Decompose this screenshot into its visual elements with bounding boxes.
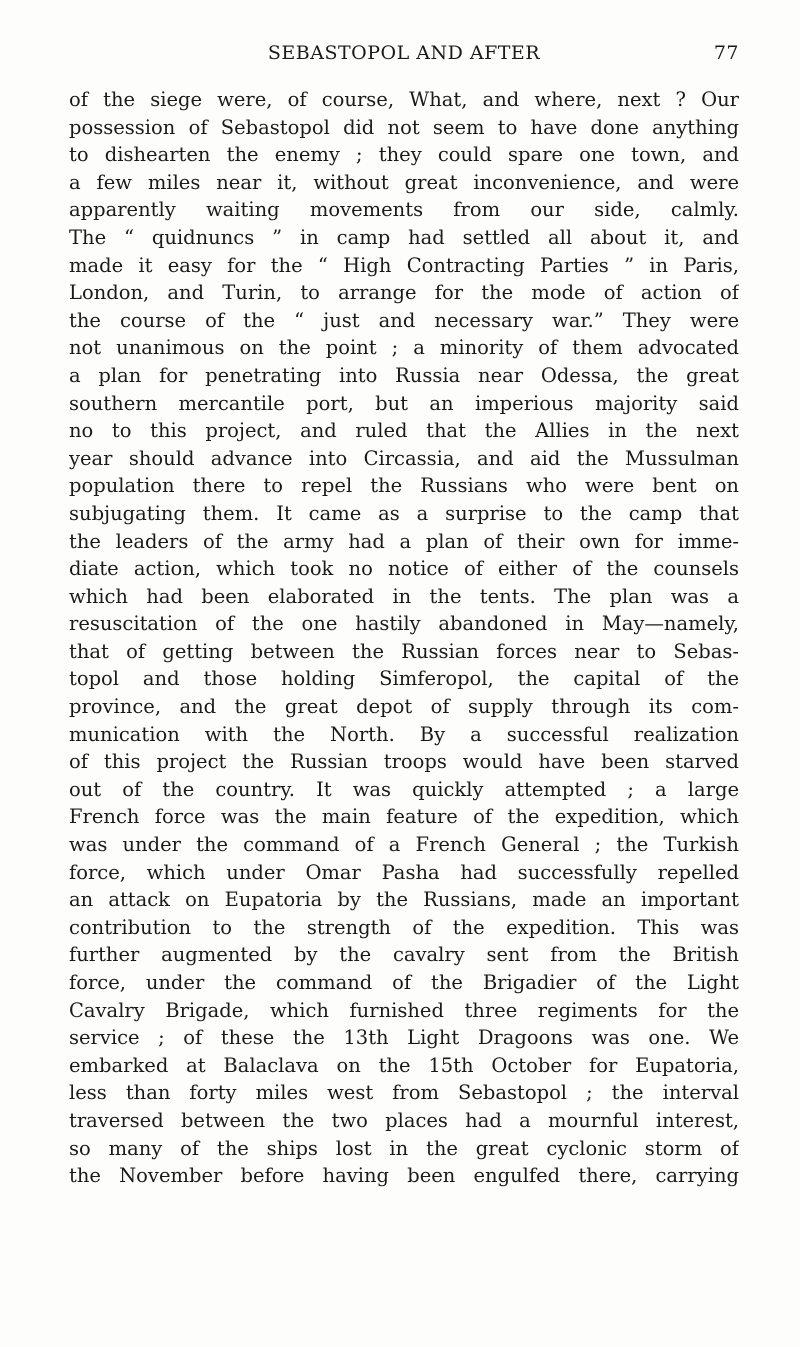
text-line: province, and the great depot of supply through its com- <box>69 695 739 719</box>
text-line: population there to repel the Russians who were bent on <box>69 474 739 498</box>
text-line: the November before having been engulfed there, carrying <box>69 1164 739 1188</box>
text-line: made it easy for the “ High Contracting Parties ” in Paris, <box>69 253 739 277</box>
text-line: apparently waiting movements from our side, calmly. <box>69 198 739 222</box>
text-line: year should advance into Circassia, and aid the Mussulman <box>69 446 739 470</box>
text-line: topol and those holding Simferopol, the capital of the <box>69 667 739 691</box>
text-line: an attack on Eupatoria by the Russians, made an important <box>69 888 739 912</box>
text-line: diate action, which took no notice of either of the counsels <box>69 557 739 581</box>
text-line: further augmented by the cavalry sent from the British <box>69 943 739 967</box>
text-line: munication with the North. By a successful realization <box>69 722 739 746</box>
body-paragraph <box>69 86 739 1190</box>
text-line: French force was the main feature of the expedition, which <box>69 805 739 829</box>
text-line: service ; of these the 13th Light Dragoons was one. We <box>69 1026 739 1050</box>
text-line: less than forty miles west from Sebastopol ; the interval <box>69 1081 739 1105</box>
text-line: to dishearten the enemy ; they could spare one town, and <box>69 143 739 167</box>
text-line: embarked at Balaclava on the 15th October for Eupatoria, <box>69 1053 739 1077</box>
text-line: so many of the ships lost in the great cyclonic storm of <box>69 1136 739 1160</box>
text-line: force, under the command of the Brigadier of the Light <box>69 971 739 994</box>
text-line: no to this project, and ruled that the Allies in the next <box>69 419 739 443</box>
text-line: contribution to the strength of the expedition. This was <box>69 915 739 939</box>
text-line: out of the country. It was quickly attempted ; a large <box>69 777 739 801</box>
text-line: force, which under Omar Pasha had successfully repelled <box>69 860 739 884</box>
text-line: not unanimous on the point ; a minority of them advocated <box>69 336 739 360</box>
running-head <box>69 42 739 78</box>
text-line: was under the command of a French General ; the Turkish <box>69 833 739 857</box>
text-line: a plan for penetrating into Russia near Odessa, the great <box>69 363 739 387</box>
running-title: SEBASTOPOL AND AFTER <box>267 42 541 64</box>
text-line: the leaders of the army had a plan of their own for imme- <box>69 529 739 553</box>
text-line: the course of the “ just and necessary war.” They were <box>69 308 739 332</box>
book-page <box>69 42 739 1190</box>
text-line: possession of Sebastopol did not seem to have done anything <box>69 115 739 139</box>
text-line: The “ quidnuncs ” in camp had settled all about it, and <box>69 225 739 249</box>
text-line: that of getting between the Russian forces near to Sebas- <box>69 639 739 663</box>
text-line: Cavalry Brigade, which furnished three regiments for the <box>69 998 739 1022</box>
text-line: a few miles near it, without great inconvenience, and were <box>69 170 739 194</box>
text-line: which had been elaborated in the tents. The plan was a <box>69 584 739 608</box>
text-line: traversed between the two places had a mournful interest, <box>69 1108 739 1132</box>
text-line: London, and Turin, to arrange for the mode of action of <box>69 281 739 305</box>
text-line: of this project the Russian troops would have been starved <box>69 750 739 774</box>
text-line: subjugating them. It came as a surprise to the camp that <box>69 501 739 525</box>
text-line: resuscitation of the one hastily abandoned in May—namely, <box>69 612 739 636</box>
text-line: of the siege were, of course, What, and where, next ? Our <box>69 88 739 111</box>
text-line: southern mercantile port, but an imperious majority said <box>69 391 739 415</box>
page-number: 77 <box>713 42 739 64</box>
